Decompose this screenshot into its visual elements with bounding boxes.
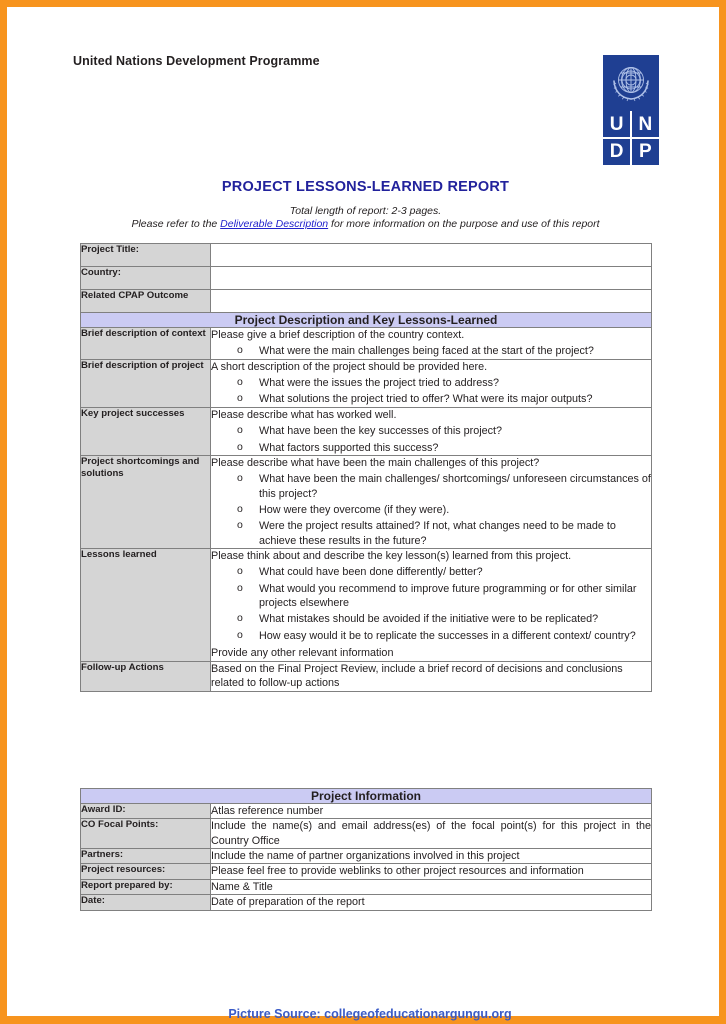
row-input-cell[interactable] bbox=[211, 290, 652, 313]
table-row bbox=[81, 849, 652, 864]
subtitle-text-after: for more information on the purpose and use of this report bbox=[328, 218, 600, 230]
row-label: Country: bbox=[81, 267, 211, 290]
row-label: Brief description of context bbox=[81, 328, 211, 360]
row-content-cell[interactable] bbox=[211, 661, 652, 692]
list-item: o What were the main challenges being faced at the start of the project? bbox=[211, 344, 651, 358]
row-lead-text: A short description of the project should be provided here. bbox=[211, 360, 488, 373]
table-row bbox=[81, 864, 652, 879]
list-item: o What have been the key successes of this project? bbox=[211, 424, 651, 438]
page-title: PROJECT LESSONS-LEARNED REPORT bbox=[221, 179, 510, 195]
row-value-cell[interactable]: Include the name of partner organizations involved in this project bbox=[211, 849, 652, 864]
row-label: Brief description of project bbox=[81, 359, 211, 407]
page-frame-left bbox=[0, 0, 7, 1024]
row-label: Project Title: bbox=[81, 244, 211, 267]
row-label: Lessons learned bbox=[81, 549, 211, 662]
row-input-cell[interactable] bbox=[211, 267, 652, 290]
row-lead-text: Please give a brief description of the country context. bbox=[211, 329, 465, 341]
table-row bbox=[81, 819, 652, 849]
project-information-table bbox=[80, 788, 652, 911]
row-lead-text: Based on the Final Project Review, include a brief record of decisions and conclusions related to follow-up actions bbox=[211, 662, 623, 689]
list-item: o What could have been done differently/ better? bbox=[211, 565, 651, 579]
row-input-cell[interactable] bbox=[211, 244, 652, 267]
project-lessons-table bbox=[80, 243, 652, 692]
undp-letter-d: D bbox=[603, 139, 630, 165]
list-item: o What factors supported this success? bbox=[211, 441, 651, 455]
section-header-row bbox=[81, 313, 652, 328]
row-content-cell[interactable] bbox=[211, 549, 652, 662]
row-content-cell[interactable] bbox=[211, 359, 652, 407]
row-label: Date: bbox=[81, 895, 211, 910]
table-row bbox=[81, 804, 652, 819]
table-row bbox=[81, 549, 652, 662]
undp-letter-u: U bbox=[603, 111, 630, 137]
row-lead-text: Please describe what has worked well. bbox=[211, 408, 397, 421]
row-lead-text: Please describe what have been the main challenges of this project? bbox=[211, 456, 540, 469]
table-row bbox=[81, 879, 652, 894]
list-item: o Were the project results attained? If not, what changes need to be made to achieve these results in the future? bbox=[211, 519, 651, 548]
undp-letter-p: P bbox=[632, 139, 659, 165]
undp-letter-grid bbox=[603, 111, 659, 165]
row-label: Project shortcomings and solutions bbox=[81, 455, 211, 548]
table-row bbox=[81, 290, 652, 313]
row-label: Related CPAP Outcome bbox=[81, 290, 211, 313]
table-row bbox=[81, 455, 652, 548]
document-sheet bbox=[7, 7, 719, 1021]
row-value-cell[interactable]: Atlas reference number bbox=[211, 804, 652, 819]
row-content-cell[interactable] bbox=[211, 407, 652, 455]
row-value-cell[interactable]: Date of preparation of the report bbox=[211, 895, 652, 910]
row-label: Report prepared by: bbox=[81, 879, 211, 894]
page-frame-right bbox=[719, 0, 726, 1024]
row-content-cell[interactable] bbox=[211, 328, 652, 360]
row-content-cell[interactable] bbox=[211, 455, 652, 548]
list-item: o What solutions the project tried to offer? What were its major outputs? bbox=[211, 392, 651, 406]
table-row bbox=[81, 267, 652, 290]
table-row bbox=[81, 328, 652, 360]
question-list bbox=[211, 565, 651, 643]
table-row bbox=[81, 895, 652, 910]
row-value-cell[interactable]: Include the name(s) and email address(es) of the focal point(s) for this project in the Country Office bbox=[211, 820, 652, 847]
row-value-cell[interactable]: Please feel free to provide weblinks to other project resources and information bbox=[211, 864, 652, 879]
table-row bbox=[81, 244, 652, 267]
subtitle-text-before: Please refer to the bbox=[131, 218, 221, 230]
page-frame-top bbox=[0, 0, 726, 7]
section-header-row bbox=[81, 789, 652, 804]
row-label: Project resources: bbox=[81, 864, 211, 879]
organization-name: United Nations Development Programme bbox=[73, 54, 320, 68]
undp-letter-n: N bbox=[632, 111, 659, 137]
deliverable-reference-note bbox=[60, 218, 671, 230]
list-item: o What have been the main challenges/ shortcomings/ unforeseen circumstances of this project? bbox=[211, 472, 651, 501]
table-row bbox=[81, 661, 652, 692]
section-header-label: Project Information bbox=[81, 789, 652, 804]
row-label: CO Focal Points: bbox=[81, 819, 211, 849]
list-item: o How were they overcome (if they were). bbox=[211, 503, 651, 517]
section-header-label: Project Description and Key Lessons-Learned bbox=[81, 313, 652, 328]
un-emblem-icon bbox=[603, 55, 659, 111]
list-item: o What would you recommend to improve future programming or for other similar projects elsewhere bbox=[211, 582, 651, 611]
row-lead-text: Please think about and describe the key lesson(s) learned from this project. bbox=[211, 550, 572, 563]
question-list bbox=[211, 344, 651, 358]
row-label: Follow-up Actions bbox=[81, 661, 211, 692]
picture-source-caption: Picture Source: collegeofeducationargungu.org bbox=[228, 1007, 512, 1021]
table-row bbox=[81, 359, 652, 407]
list-item: o What were the issues the project tried to address? bbox=[211, 376, 651, 390]
list-item: o What mistakes should be avoided if the initiative were to be replicated? bbox=[211, 612, 651, 626]
row-label: Key project successes bbox=[81, 407, 211, 455]
list-item: o How easy would it be to replicate the successes in a different context/ country? bbox=[211, 629, 651, 643]
question-list bbox=[211, 472, 651, 548]
report-length-note: Total length of report: 2-3 pages. bbox=[289, 205, 442, 217]
row-label: Partners: bbox=[81, 849, 211, 864]
question-list bbox=[211, 376, 651, 407]
deliverable-description-link[interactable]: Deliverable Description bbox=[220, 218, 329, 230]
row-tail-text: Provide any other relevant information bbox=[211, 647, 394, 660]
table-row bbox=[81, 407, 652, 455]
undp-logo bbox=[603, 55, 659, 165]
row-label: Award ID: bbox=[81, 804, 211, 819]
row-value-cell[interactable]: Name & Title bbox=[211, 879, 652, 894]
question-list bbox=[211, 424, 651, 455]
